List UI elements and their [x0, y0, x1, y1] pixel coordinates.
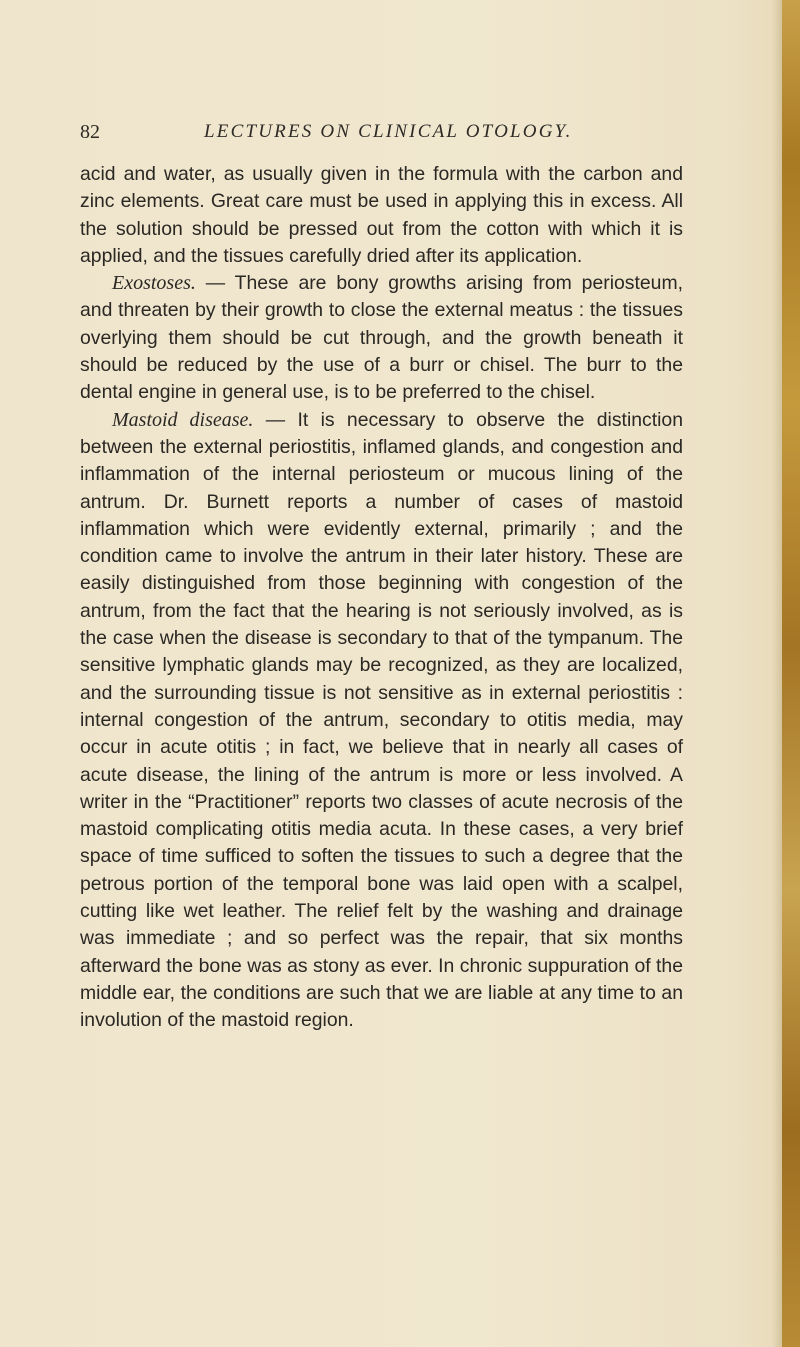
exostoses-heading: Exostoses.: [112, 272, 196, 295]
paragraph-1-text: acid and water, as usually given in the formula with the carbon and zinc elements. Great care must be used in applying this in excess. All the solution should be pressed out from the cotton with which it is applied, and the tissues carefully dried after its application.: [80, 163, 683, 267]
running-title: LECTURES ON CLINICAL OTOLOGY.: [204, 121, 573, 142]
paragraph-exostoses: [80, 270, 683, 406]
running-header: [80, 121, 730, 147]
paragraph-1: [80, 161, 683, 270]
body-text: [80, 161, 683, 1035]
paragraph-mastoid-disease: [80, 407, 683, 1035]
page-number: 82: [80, 121, 100, 143]
mastoid-disease-text: — It is necessary to observe the distinction between the external periostitis, inflamed glands, and congestion and inflammation of the internal periosteum or mucous lining of the antrum. Dr. Burnett reports a number of cases of mastoid inflammation which were evidently external, primarily ; and the condition came to involve the antrum in their later history. These are easily distinguished from those beginning with congestion of the antrum, from the fact that the hearing is not seriously involved, as is the case when the disease is secondary to that of the tympanum. The sensitive lymphatic glands may be recognized, as they are localized, and the surrounding tissue is not sensitive as in external periostitis : internal congestion of the antrum, secondary to otitis media, may occur in acute otitis ; in fact, we believe that in nearly all cases of acute disease, the lining of the antrum is more or less involved. A writer in the “Practitioner” reports two classes of acute necrosis of the mastoid complicating otitis media acuta. In these cases, a very brief space of time sufficed to soften the tissues to such a degree that the petrous portion of the temporal bone was laid open with a scalpel, cutting like wet leather. The relief felt by the washing and drainage was immediate ; and so perfect was the repair, that six months afterward the bone was as stony as ever. In chronic suppuration of the middle ear, the conditions are such that we are liable at any time to an involution of the mastoid region.: [80, 408, 683, 1032]
page-edge-shadow: [772, 0, 782, 1347]
gilt-page-edge: [782, 0, 800, 1347]
exostoses-text: — These are bony growths arising from periosteum, and threaten by their growth to close the external meatus : the tissues overlying them should be cut through, and the growth beneath it should be reduced by the use of a burr or chisel. The burr to the dental engine in general use, is to be preferred to the chisel.: [80, 272, 683, 404]
mastoid-disease-heading: Mastoid disease.: [112, 408, 254, 431]
